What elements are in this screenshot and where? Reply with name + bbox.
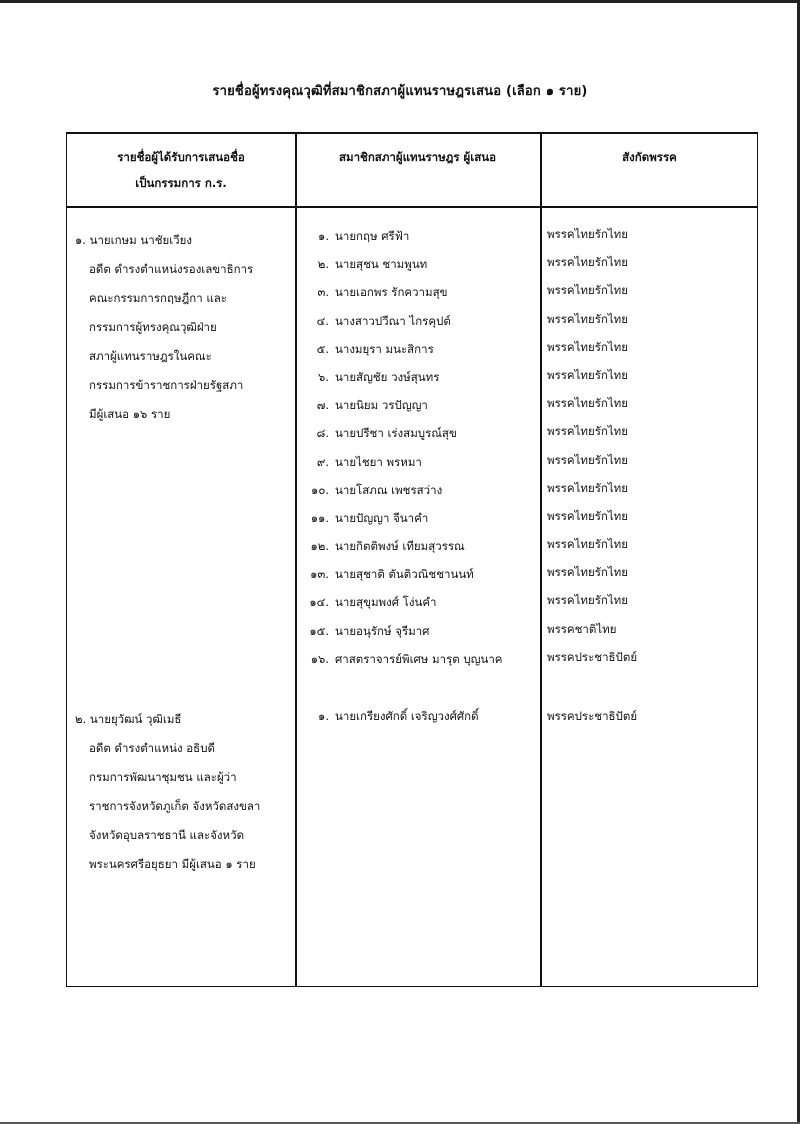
proposer-row — [299, 588, 537, 616]
nominee-detail: คณะกรรมการกฤษฎีกา และ — [89, 291, 227, 305]
nominee-detail: กรมการพัฒนาชุมชน และผู้ว่า — [89, 770, 237, 784]
proposer-name: นายไชยา พรหมา — [335, 454, 422, 469]
proposer-row — [299, 250, 537, 278]
proposer-name: นายโสภณ เพชรสว่าง — [335, 482, 443, 497]
party-cell: พรรคไทยรักไทย — [547, 424, 628, 439]
proposer-number: ๑๓. — [310, 567, 329, 582]
party-cell: พรรคไทยรักไทย — [547, 537, 628, 552]
proposer-number: ๘. — [316, 426, 329, 441]
header-nominee — [67, 144, 295, 196]
party-cell: พรรคประชาธิปัตย์ — [547, 649, 638, 664]
proposer-row — [299, 645, 537, 673]
party-cell: พรรคไทยรักไทย — [547, 593, 628, 608]
nominee-name: ๑. นายเกษม นาชัยเวียง — [75, 233, 192, 247]
party-cell: พรรคไทยรักไทย — [547, 283, 628, 298]
nominee-table — [66, 132, 758, 987]
document-title: รายชื่อผู้ทรงคุณวุฒิที่สมาชิกสภาผู้แทนราษฎรเสนอ (เลือก ๑ ราย) — [212, 84, 588, 99]
header-nominee-line2: เป็นกรรมการ ก.ร. — [135, 176, 227, 190]
proposer-row — [299, 307, 537, 335]
proposer-row — [299, 560, 537, 588]
proposer-name: นายสัญชัย วงษ์สุนทร — [335, 369, 440, 384]
proposer-number: ๙. — [316, 454, 329, 469]
proposer-name: นายเกรียงศักดิ์ เจริญวงศ์ศักดิ์ — [335, 709, 479, 723]
header-divider — [67, 206, 757, 208]
nominee-detail: กรรมการผู้ทรงคุณวุฒิฝ่าย — [89, 320, 217, 334]
proposer-name: นายอนุรักษ์ จุรีมาศ — [335, 623, 430, 638]
proposer-row — [299, 419, 537, 447]
party-cell: พรรคไทยรักไทย — [547, 367, 628, 382]
proposer-row — [299, 335, 537, 363]
proposer-number: ๒. — [317, 257, 329, 272]
proposer-row — [299, 363, 537, 391]
proposer-row — [299, 278, 537, 306]
party-cell: พรรคไทยรักไทย — [547, 396, 628, 411]
proposer-name: นายกฤษ ศรีฟ้า — [335, 229, 410, 243]
proposer-number: ๑. — [318, 709, 329, 723]
proposer-number: ๑๕. — [309, 623, 329, 638]
party-cell: พรรคไทยรักไทย — [547, 480, 628, 495]
party-cell: พรรคไทยรักไทย — [547, 508, 628, 523]
party-cell: พรรคไทยรักไทย — [547, 227, 628, 241]
nominee-1 — [75, 226, 290, 429]
proposer-row — [299, 448, 537, 476]
proposer-name: นายสุชาติ ตันติวณิชชานนท์ — [335, 567, 474, 582]
proposer-number: ๑. — [318, 229, 329, 243]
proposer-number: ๑๖. — [310, 651, 329, 666]
nominee-detail: ราชการจังหวัดภูเก็ต จังหวัดสงขลา — [89, 799, 261, 813]
proposer-row — [299, 504, 537, 532]
proposer-number: ๑๐. — [311, 482, 329, 497]
nominee-proposer-count: พระนครศรีอยุธยา มีผู้เสนอ ๑ ราย — [89, 857, 256, 871]
proposer-name: นายเอกพร รักความสุข — [335, 285, 448, 300]
nominee-2 — [75, 705, 290, 879]
proposer-name: นายปรีชา เร่งสมบูรณ์สุข — [335, 426, 457, 441]
proposer-row — [299, 532, 537, 560]
party-cell: พรรคไทยรักไทย — [547, 339, 628, 354]
table-top-border — [67, 132, 757, 134]
nominee-2-proposers — [299, 702, 537, 730]
nominee-detail: อดีต ดำรงตำแหน่ง อธิบดี — [89, 741, 215, 755]
page-border-top — [0, 0, 800, 3]
nominee-1-parties — [547, 220, 752, 671]
proposer-number: ๗. — [316, 398, 329, 413]
nominee-1-proposers — [299, 222, 537, 673]
nominee-detail: กรรมการข้าราชการฝ่ายรัฐสภา — [89, 378, 244, 392]
proposer-row — [299, 222, 537, 250]
proposer-name: นางมยุรา มนะสิการ — [335, 341, 434, 356]
nominee-proposer-count: มีผู้เสนอ ๑๖ ราย — [89, 407, 171, 421]
proposer-number: ๕. — [316, 341, 329, 356]
column-divider-1 — [295, 132, 297, 986]
proposer-row — [299, 476, 537, 504]
nominee-detail: อดีต ดำรงตำแหน่งรองเลขาธิการ — [89, 262, 254, 276]
nominee-2-parties — [547, 702, 752, 730]
proposer-name: นายนิยม วรปัญญา — [335, 398, 428, 413]
proposer-row — [299, 617, 537, 645]
proposer-number: ๓. — [317, 285, 329, 300]
proposer-number: ๔. — [316, 313, 329, 328]
header-party: สังกัดพรรค — [622, 150, 677, 164]
proposer-name: นายสุชน ชามพูนท — [335, 257, 428, 272]
proposer-name: ศาสตราจารย์พิเศษ มารุต บุญนาค — [335, 651, 503, 666]
proposer-number: ๑๔. — [309, 595, 329, 610]
proposer-row — [299, 391, 537, 419]
proposer-name: นายปัญญา จีนาคำ — [335, 510, 429, 525]
party-cell: พรรคไทยรักไทย — [547, 452, 628, 467]
proposer-number: ๑๑. — [310, 510, 329, 525]
proposer-name: นายสุขุมพงศ์ โง่นคำ — [335, 595, 437, 610]
nominee-name: ๒. นายยุวัฒน์ วุฒิเมธี — [75, 712, 182, 726]
party-cell: พรรคไทยรักไทย — [547, 311, 628, 326]
proposer-name: นายกิตติพงษ์ เทียมสุวรรณ — [335, 539, 465, 554]
proposer-number: ๑๒. — [310, 539, 329, 554]
header-proposer: สมาชิกสภาผู้แทนราษฎร ผู้เสนอ — [338, 150, 497, 164]
header-nominee-line1: รายชื่อผู้ได้รับการเสนอชื่อ — [117, 150, 245, 164]
proposer-name: นางสาวปวีณา ไกรคุปต์ — [335, 313, 451, 328]
party-cell: พรรคชาติไทย — [547, 621, 617, 636]
party-cell: พรรคประชาธิปัตย์ — [547, 709, 638, 723]
nominee-detail: จังหวัดอุบลราชธานี และจังหวัด — [89, 828, 245, 842]
party-cell: พรรคไทยรักไทย — [547, 565, 628, 580]
nominee-detail: สภาผู้แทนราษฎรในคณะ — [89, 349, 212, 363]
column-divider-2 — [540, 132, 542, 986]
party-cell: พรรคไทยรักไทย — [547, 255, 628, 270]
proposer-row — [299, 702, 537, 730]
proposer-number: ๖. — [318, 369, 329, 384]
